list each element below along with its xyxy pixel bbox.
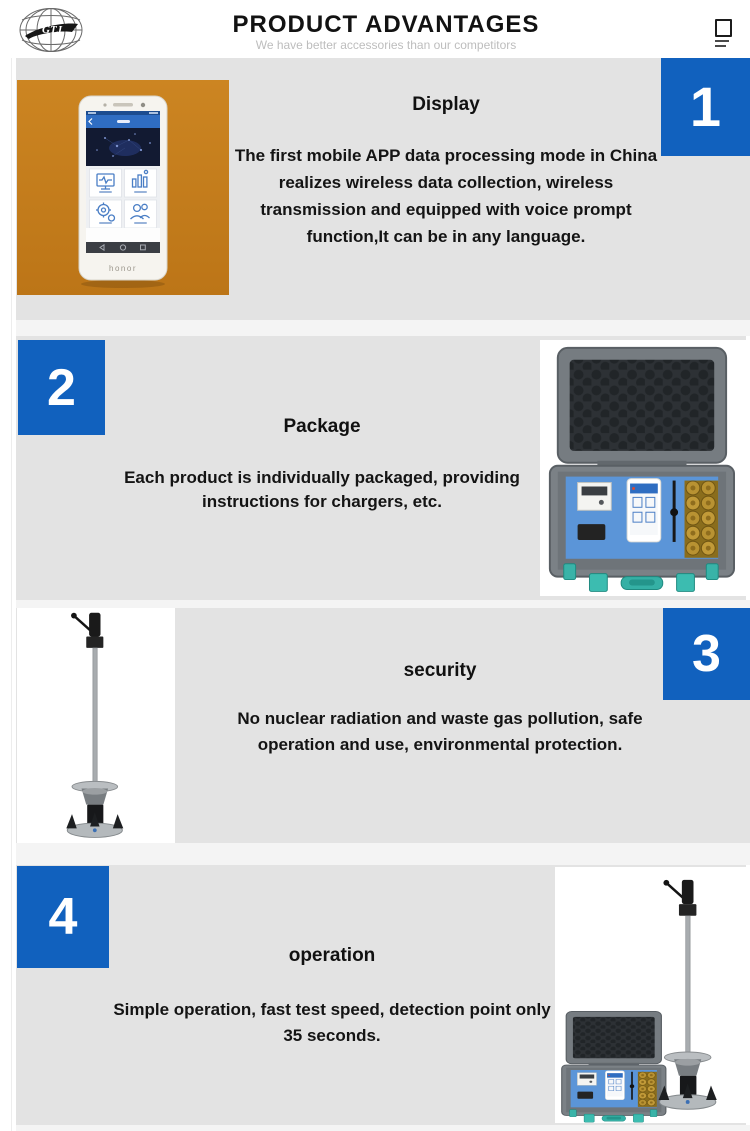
section-package xyxy=(16,336,746,600)
section-heading: security xyxy=(403,660,477,681)
page-subtitle: We have better accessories than our competitors xyxy=(255,38,517,52)
section-number-badge xyxy=(18,340,105,435)
kit-and-device-photo xyxy=(555,867,746,1123)
section-number-badge xyxy=(17,866,109,968)
carry-case-photo xyxy=(540,340,746,596)
section-number: 4 xyxy=(48,888,78,946)
section-body: Simple operation, fast test speed, detection point only 35 seconds. xyxy=(113,1000,551,1045)
section-heading: Package xyxy=(283,416,361,437)
section-number-badge xyxy=(663,608,750,700)
section-divider xyxy=(16,320,750,336)
logo-text: GTJ xyxy=(42,24,63,36)
section-body: No nuclear radiation and waste gas pollution, safe operation and use, environmental protection. xyxy=(237,709,643,754)
section-divider xyxy=(16,843,750,865)
section-body: The first mobile APP data processing mode in China realizes wireless data collection, wireless transmission and equipped with voice prompt function,It can be in any language. xyxy=(234,146,658,246)
section-number: 1 xyxy=(689,75,722,138)
page-title: PRODUCT ADVANTAGES xyxy=(232,11,540,38)
section-heading: Display xyxy=(412,94,480,115)
section-body: Each product is individually packaged, providing instructions for chargers, etc. xyxy=(124,468,520,511)
header xyxy=(0,0,750,58)
page-bottom-strip xyxy=(16,1125,750,1131)
mobile-device-icon xyxy=(715,19,733,47)
section-operation xyxy=(16,865,746,1125)
phone-brand-label: honor xyxy=(109,264,137,273)
section-security xyxy=(16,608,750,843)
section-number: 2 xyxy=(47,358,76,417)
section-number: 3 xyxy=(692,625,721,683)
section-display xyxy=(16,58,750,320)
page-edge-line xyxy=(11,0,12,1131)
phone-app-photo xyxy=(17,80,229,295)
section-heading: operation xyxy=(288,945,376,966)
penetrometer-photo xyxy=(17,608,175,843)
section-number-badge xyxy=(661,58,750,156)
section-divider xyxy=(16,600,750,608)
